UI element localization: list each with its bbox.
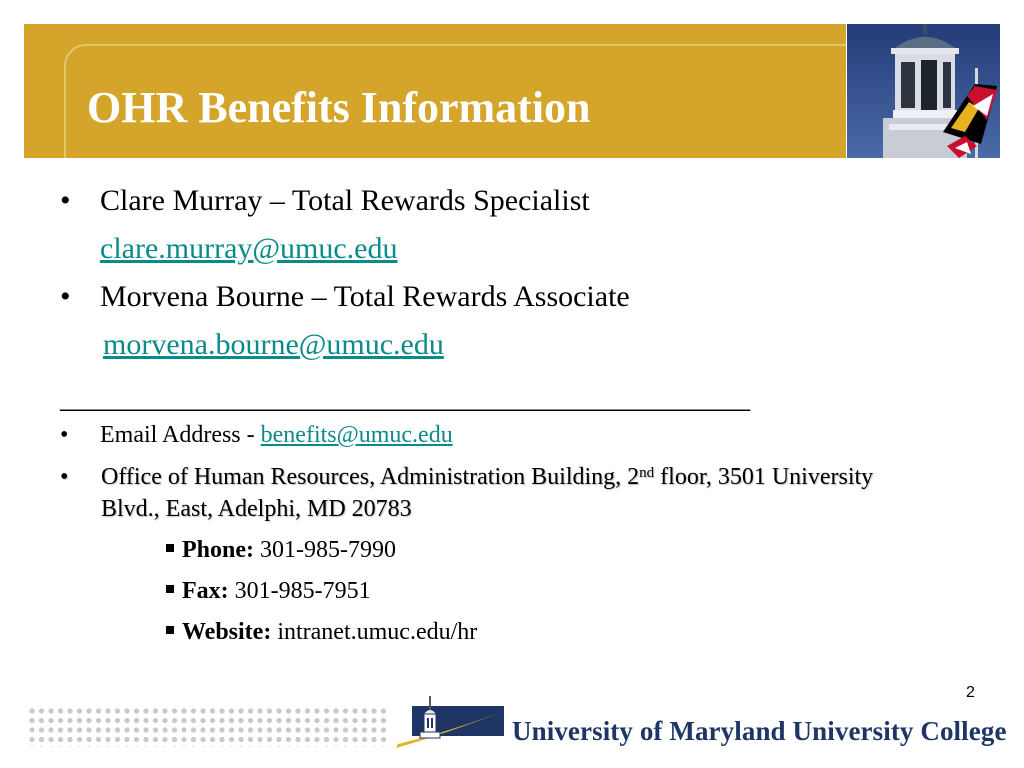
phone-value: 301-985-7990: [254, 537, 396, 563]
square-bullet-icon: [166, 585, 174, 593]
bullet: •: [60, 184, 71, 217]
contact-1-email-link[interactable]: clare.murray@umuc.edu: [100, 232, 398, 265]
page-number: 2: [966, 684, 975, 701]
bullet: •: [60, 464, 69, 490]
email-address-item: [60, 422, 453, 449]
benefits-email-link[interactable]: benefits@umuc.edu: [260, 422, 453, 448]
fax-value: 301-985-7951: [228, 578, 371, 604]
bullet: •: [60, 280, 71, 313]
contact-2-name-title: Morvena Bourne – Total Rewards Associate: [100, 280, 630, 313]
contact-2-email-link[interactable]: morvena.bourne@umuc.edu: [103, 328, 444, 361]
office-address-text: [60, 461, 920, 525]
slide-title: OHR Benefits Information: [87, 83, 591, 132]
office-address-part-1: Office of Human Resources, Administration Building, 2: [101, 464, 640, 490]
bullet: •: [60, 422, 69, 448]
email-address-label: Email Address -: [100, 422, 261, 448]
university-name-wordmark: University of Maryland University College: [512, 716, 1007, 746]
square-bullet-icon: [166, 626, 174, 634]
office-address-part-2: floor, 3501 University Blvd., East, Adelphi, MD 20783: [101, 464, 874, 522]
contact-2-line: [60, 280, 630, 314]
footer-dot-pattern: [28, 707, 388, 747]
contact-1-line: [60, 184, 590, 218]
phone-label: Phone:: [182, 537, 254, 563]
website-value: intranet.umuc.edu/hr: [271, 619, 478, 645]
website-item: [166, 619, 477, 646]
office-address-item: [60, 461, 920, 525]
fax-label: Fax:: [182, 578, 229, 604]
square-bullet-icon: [166, 544, 174, 552]
contact-1-name-title: Clare Murray – Total Rewards Specialist: [100, 184, 590, 217]
umuc-logo-icon: [396, 694, 516, 754]
building-cupola-image: [847, 24, 1000, 158]
underscore-divider: ______________________________________________: [60, 381, 750, 414]
website-label: Website:: [182, 619, 272, 645]
fax-item: [166, 578, 371, 605]
ordinal-superscript: nd: [639, 465, 655, 481]
phone-item: [166, 537, 396, 564]
